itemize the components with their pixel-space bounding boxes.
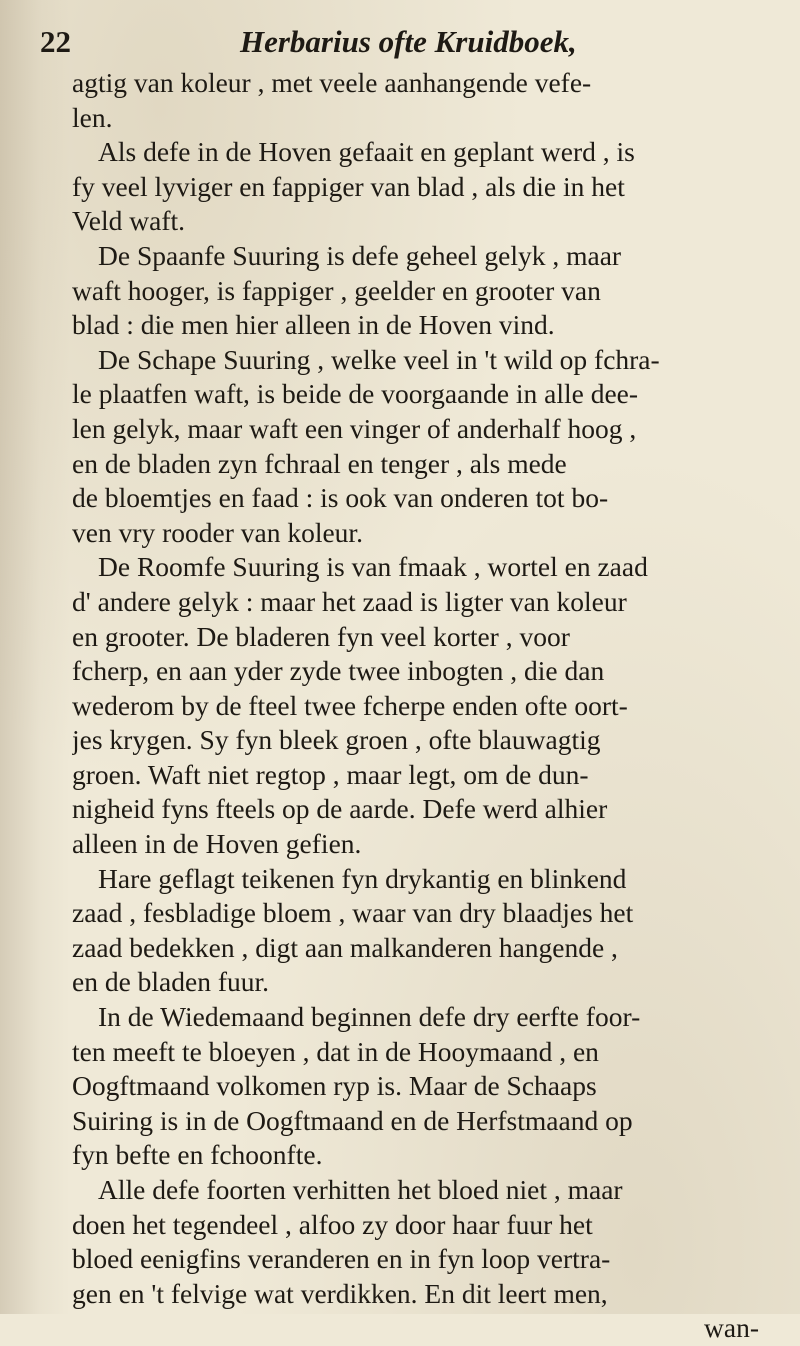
page-number: 22	[40, 24, 71, 59]
text-line: doen het tegendeel , alfoo zy door haar fuur het	[72, 1208, 593, 1240]
text-line: en de bladen zyn fchraal en tenger , als mede	[72, 447, 567, 479]
text-line: len.	[72, 101, 113, 133]
text-line: agtig van koleur , met veele aanhangende vefe-	[72, 67, 592, 98]
text-line: ven vry rooder van koleur.	[72, 516, 363, 548]
text-line: blad : die men hier alleen in de Hoven vind.	[72, 309, 555, 341]
text-line: zaad , fesbladige bloem , waar van dry blaadjes het	[72, 897, 634, 929]
text-line: le plaatfen waft, is beide de voorgaande in alle dee-	[72, 378, 639, 410]
text-line: gen en 't felvige wat verdikken. En dit leert men,	[72, 1277, 608, 1309]
text-line: de bloemtjes en faad : is ook van onderen tot bo-	[72, 482, 609, 514]
text-line: De Spaanfe Suuring is defe geheel gelyk , maar	[98, 239, 622, 271]
body-text	[72, 66, 787, 1346]
text-line: Als defe in de Hoven gefaait en geplant werd , is	[98, 136, 635, 168]
text-line: Alle defe foorten verhitten het bloed niet , maar	[98, 1174, 623, 1205]
page-header	[40, 18, 780, 66]
text-line: groen. Waft niet regtop , maar legt, om de dun-	[72, 758, 589, 790]
text-line: waft hooger, is fappiger , geelder en grooter van	[72, 274, 601, 306]
text-line: d' andere gelyk : maar het zaad is ligter van koleur	[72, 585, 627, 617]
text-line: len gelyk, maar waft een vinger of anderhalf hoog ,	[72, 412, 637, 444]
text-line: en de bladen fuur.	[72, 966, 270, 998]
text-line: bloed eenigfins veranderen en in fyn loop vertra-	[72, 1243, 611, 1275]
text-line: De Roomfe Suuring is van fmaak , wortel en zaad	[98, 551, 648, 583]
text-line: zaad bedekken , digt aan malkanderen hangende ,	[72, 931, 618, 963]
text-line: alleen in de Hoven gefien.	[72, 828, 362, 860]
text-line: Oogftmaand volkomen ryp is. Maar de Schaaps	[72, 1070, 597, 1102]
text-line: Hare geflagt teikenen fyn drykantig en blinkend	[98, 862, 627, 894]
text-line: fyn befte en fchoonfte.	[72, 1139, 323, 1171]
text-line: en grooter. De bladeren fyn veel korter , voor	[72, 620, 570, 652]
running-title: Herbarius ofte Kruidboek,	[240, 24, 577, 59]
text-line: Suiring is in de Oogftmaand en de Herfstmaand op	[72, 1104, 633, 1136]
catchword: wan-	[704, 1312, 759, 1344]
text-line: jes krygen. Sy fyn bleek groen , ofte blauwagtig	[72, 724, 601, 756]
text-line: Veld waft.	[72, 205, 186, 237]
text-line: fy veel lyviger en fappiger van blad , als die in het	[72, 170, 625, 202]
text-line: nigheid fyns fteels op de aarde. Defe werd alhier	[72, 793, 608, 825]
text-line: ten meeft te bloeyen , dat in de Hooymaand , en	[72, 1035, 599, 1067]
text-line: wederom by de fteel twee fcherpe enden ofte oort-	[72, 689, 628, 721]
text-line: fcherp, en aan yder zyde twee inbogten , die dan	[72, 655, 605, 687]
text-line: In de Wiedemaand beginnen defe dry eerfte foor-	[98, 1001, 641, 1033]
text-line: De Schape Suuring , welke veel in 't wild op fchra-	[98, 343, 660, 375]
